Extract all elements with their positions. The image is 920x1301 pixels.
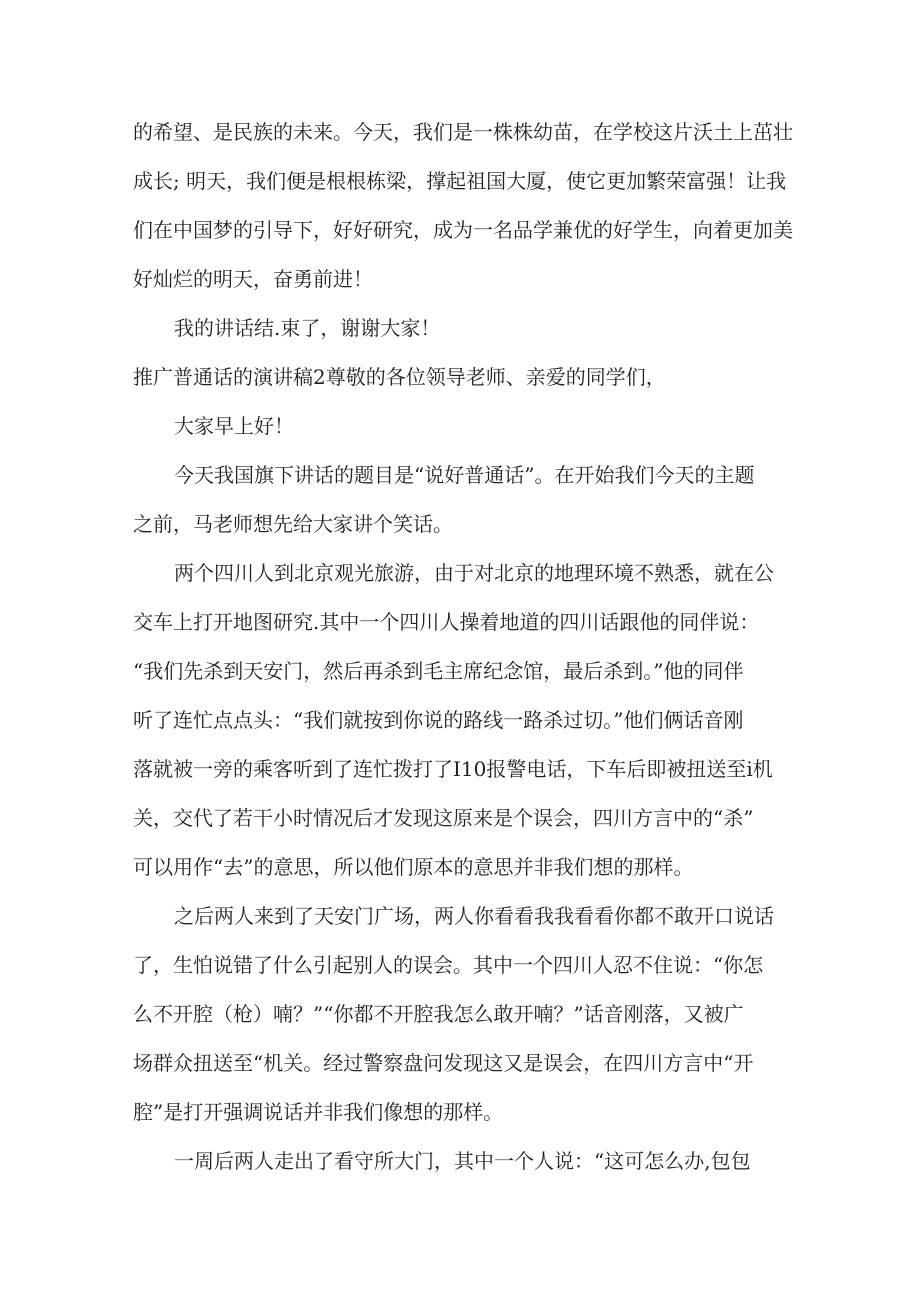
text-line: 么不开腔（枪）喃？”“你都不开腔我怎么敢开喃？”话音刚落，又被广 [133, 1002, 744, 1026]
text-line: 推广普通话的演讲稿2尊敬的各位领导老师、亲爱的同学们， [133, 365, 666, 389]
text-line: 我的讲话结.束了，谢谢大家！ [174, 316, 441, 340]
text-line: 可以用作“去”的意思，所以他们原本的意思并非我们想的那样。 [133, 855, 694, 879]
text-line: 之后两人来到了天安门广场，两人你看看我我看看你都不敢开口说话 [174, 904, 774, 928]
text-line: 成长; 明天，我们便是根根栋梁，撑起祖国大厦，使它更加繁荣富强！让我 [133, 169, 787, 193]
document-text-block [133, 108, 805, 1186]
text-line: 落就被一旁的乘客听到了连忙拨打了I10报警电话，下车后即被扭送至i机 [133, 757, 773, 781]
text-line: 了，生怕说错了什么引起别人的误会。其中一个四川人忍不住说：“你怎 [133, 953, 764, 977]
text-line: “我们先杀到天安门，然后再杀到毛主席纪念馆，最后杀到。”他的同伴 [133, 659, 744, 683]
text-line: 们在中国梦的引导下，好好研究，成为一名品学兼优的好学生，向着更加美 [133, 218, 793, 242]
text-line: 之前，马老师想先给大家讲个笑话。 [133, 512, 453, 536]
text-line: 一周后两人走出了看守所大门，其中一个人说：“这可怎么办,包包 [174, 1149, 751, 1173]
text-line: 好灿烂的明天，奋勇前进！ [133, 267, 373, 291]
text-line: 交车上打开地图研究.其中一个四川人操着地道的四川话跟他的同伴说： [133, 610, 760, 634]
text-line: 大家早上好！ [174, 414, 294, 438]
text-line: 两个四川人到北京观光旅游，由于对北京的地理环境不熟悉，就在公 [174, 561, 774, 585]
text-line: 场群众扭送至“机关。经过警察盘问发现这又是误会，在四川方言中“开 [133, 1051, 754, 1075]
text-line: 的希望、是民族的未来。今天，我们是一株株幼苗，在学校这片沃土上茁壮 [133, 120, 793, 144]
text-line: 关，交代了若干小时情况后才发现这原来是个误会，四川方言中的“杀” [133, 806, 754, 830]
text-line: 腔”是打开强调说话并非我们像想的那样。 [133, 1100, 504, 1124]
text-line: 听了连忙点点头：“我们就按到你说的路线一路杀过切。”他们俩话音刚 [133, 708, 744, 732]
text-line: 今天我国旗下讲话的题目是“说好普通话”。在开始我们今天的主题 [174, 463, 755, 487]
